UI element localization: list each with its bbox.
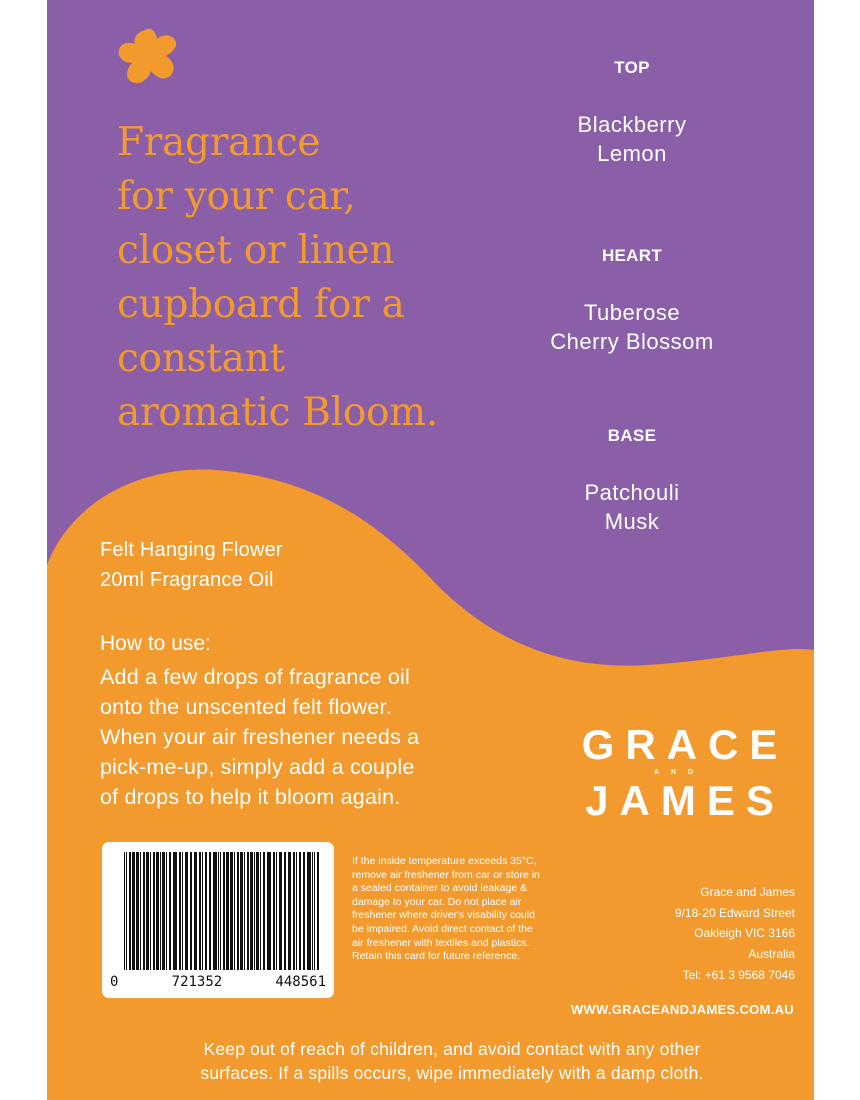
caution-line: Keep out of reach of children, and avoid contact with any other [203,1039,701,1059]
safety-caution [107,1037,797,1085]
barcode-bar [143,852,145,970]
base-notes [502,426,762,536]
barcode-bar [267,852,271,970]
heart-notes-heading: HEART [601,246,663,265]
barcode-bar [260,852,261,970]
barcode [102,842,334,998]
warning-line: be impaired. Avoid direct contact of the [352,922,533,935]
warning-line: damage to your car. Do not place air [352,895,522,908]
warning-line: air freshener with textiles and plastics. [352,936,530,949]
how-to-use-line: of drops to help it bloom again. [100,785,401,809]
barcode-bar [140,852,141,970]
barcode-bar [179,852,181,970]
how-to-use-line: Add a few drops of fragrance oil [100,665,410,689]
tagline-line: Fragrance [117,120,321,165]
base-notes-heading: BASE [607,426,657,445]
top-notes-heading: TOP [614,58,650,77]
heart-note-item: Cherry Blossom [550,329,714,354]
barcode-bar [254,852,255,970]
barcode-bar [293,852,295,970]
how-to-use-heading: How to use: [100,632,211,655]
barcode-bar [185,852,188,970]
barcode-group-1: 721352 [171,974,223,990]
barcode-bar [317,852,319,970]
barcode-number [110,974,326,990]
base-note-item: Musk [604,509,660,534]
barcode-bar [230,852,233,970]
tagline-line: constant [117,336,285,381]
address-line: Australia [748,947,795,962]
product-name: Felt Hanging Flower [100,539,283,561]
website-url: WWW.GRACEANDJAMES.COM.AU [570,1002,794,1017]
barcode-bar [263,852,265,970]
barcode-bar [194,852,197,970]
barcode-bar [124,852,125,970]
barcode-bar [256,852,259,970]
top-note-item: Lemon [597,141,667,166]
warning-line: a sealed container to avoid leakage & [352,882,528,895]
barcode-bar [273,852,275,970]
barcode-bar [307,852,311,970]
barcode-bar [312,852,313,970]
barcode-bar [146,852,149,970]
barcode-bar [169,852,171,970]
warning-line: Retain this card for future reference. [352,950,521,963]
top-notes [502,58,762,168]
barcode-bar [314,852,315,970]
warning-line: remove air freshener from car or store in [352,868,540,881]
temperature-warning [352,855,627,964]
barcode-bar [284,852,286,970]
barcode-bar [250,852,253,970]
tagline-line: aromatic Bloom. [117,390,438,435]
tagline-line: closet or linen [117,228,395,273]
logo-word-grace: GRACE [581,721,789,768]
how-to-use-line: pick-me-up, simply add a couple [100,755,415,779]
barcode-bar [234,852,235,970]
barcode-bar [218,852,219,970]
barcode-bar [237,852,239,970]
logo-word-james: JAMES [585,777,785,824]
brand-logo [567,722,792,824]
caution-line: surfaces. If a spills occurs, wipe immediately with a damp cloth. [200,1063,704,1083]
warning-line: If the inside temperature exceeds 35°C, [352,855,537,867]
barcode-bar [182,852,183,970]
company-address [607,882,795,986]
barcode-bar [279,852,282,970]
barcode-bar [223,852,225,970]
barcode-bar [129,852,131,970]
barcode-group-2: 448561 [275,974,326,990]
address-line: Tel: +61 3 9568 7046 [682,967,795,982]
heart-notes [502,246,762,356]
barcode-bar [136,852,139,970]
address-line: Oakleigh VIC 3166 [694,926,795,941]
how-to-use-line: onto the unscented felt flower. [100,695,392,719]
barcode-bar [190,852,192,970]
barcode-bar [205,852,207,970]
how-to-use-line: When your air freshener needs a [100,725,420,749]
tagline-line: for your car, [117,174,356,219]
barcode-bar [288,852,291,970]
barcode-bar [276,852,277,970]
address-line: 9/18-20 Edward Street [674,905,795,920]
barcode-bar [199,852,201,970]
barcode-bar [202,852,203,970]
warning-line: freshener where driver's visability could [352,909,535,922]
barcode-bar [209,852,211,970]
address-line: Grace and James [700,885,795,899]
barcode-bar [153,852,155,970]
logo-word-and: AND [653,769,706,776]
product-card [47,0,814,1100]
barcode-bar [156,852,159,970]
barcode-bar [244,852,245,970]
barcode-bar [162,852,165,970]
barcode-bar [150,852,151,970]
barcode-bar [240,852,243,970]
barcode-bar [303,852,305,970]
tagline [117,116,537,440]
barcode-bar [126,852,127,970]
barcode-bar [132,852,135,970]
product-size: 20ml Fragrance Oil [100,569,274,591]
barcode-bar [299,852,301,970]
barcode-bar [173,852,177,970]
barcode-bar [220,852,221,970]
barcode-bar [160,852,161,970]
barcode-bar [166,852,167,970]
tagline-line: cupboard for a [117,282,405,327]
heart-note-item: Tuberose [583,300,681,325]
star-blob-icon [115,26,181,88]
top-note-item: Blackberry [577,112,687,137]
base-note-item: Patchouli [584,480,680,505]
barcode-bar [247,852,249,970]
barcode-bar [213,852,217,970]
how-to-use-text [100,662,570,812]
barcode-prefix: 0 [110,974,119,990]
barcode-bar [296,852,297,970]
barcode-bar [226,852,229,970]
